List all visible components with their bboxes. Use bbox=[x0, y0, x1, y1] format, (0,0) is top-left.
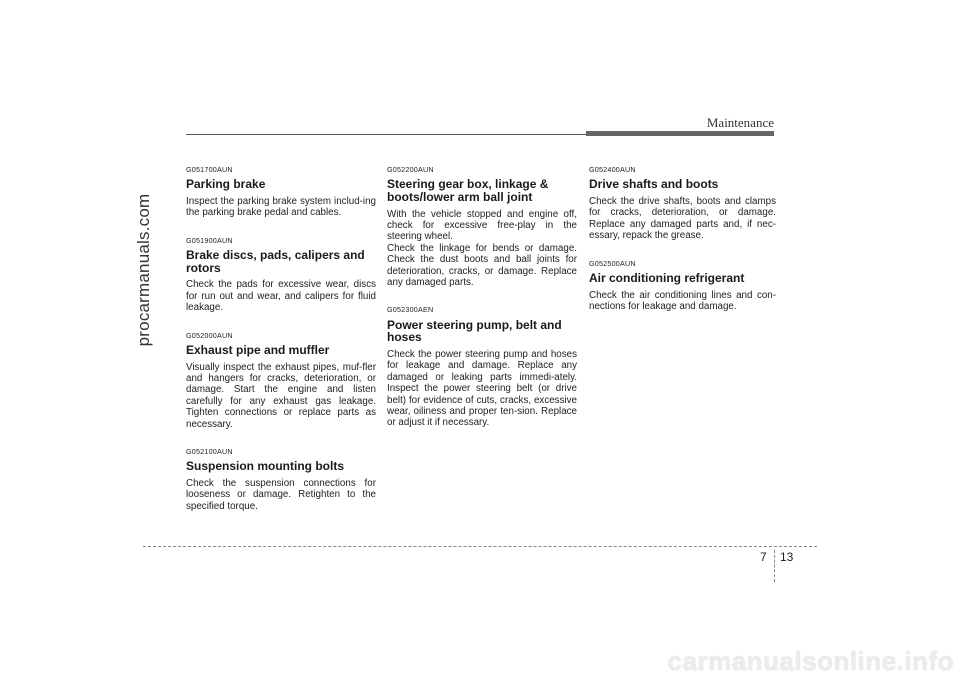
section-text: Visually inspect the exhaust pipes, muf-fler and hangers for cracks, deterioration, or damage. Start the engine and listen carefully for any exhaust gas leakage. Tighten connections or replace parts as necessary. bbox=[186, 361, 376, 430]
section-text: Check the suspension connections for looseness or damage. Retighten to the specified torque. bbox=[186, 478, 376, 512]
section-text: Check the power steering pump and hoses for leakage and damage. Replace any damaged or leaking parts immedi-ately. Inspect the power steering belt (or drive belt) for evidence of cuts, cracks, excessive wear, oiliness and proper ten-sion. Replace or adjust it if necessary. bbox=[387, 349, 577, 429]
section-heading: Brake discs, pads, calipers and rotors bbox=[186, 248, 365, 275]
section-heading: Parking brake bbox=[186, 177, 266, 192]
section-text: Check the linkage for bends or damage. Check the dust boots and ball joints for deterioration, cracks, or damage. Replace any damaged parts. bbox=[387, 242, 577, 289]
section-heading: Suspension mounting bolts bbox=[186, 459, 344, 474]
footer-divider bbox=[143, 546, 817, 547]
column-1 bbox=[186, 164, 376, 528]
section-ac-refrigerant bbox=[589, 258, 776, 313]
section-heading: Power steering pump, belt and hoses bbox=[387, 317, 562, 345]
section-brake-discs bbox=[186, 235, 376, 314]
section-heading: Drive shafts and boots bbox=[589, 177, 719, 192]
section-text: Check the drive shafts, boots and clamps for cracks, deterioration, or damage. Replace any damaged parts and, if nec-essary, repack the grease. bbox=[589, 196, 776, 242]
section-text: With the vehicle stopped and engine off, check for excessive free-play in the steering wheel. bbox=[387, 208, 577, 243]
header-rule-accent bbox=[586, 131, 774, 136]
header-rule bbox=[186, 134, 586, 135]
section-heading: Air conditioning refrigerant bbox=[589, 271, 745, 286]
side-watermark: procarmanuals.com bbox=[134, 193, 153, 347]
section-code: G051900AUN bbox=[186, 235, 233, 245]
section-code: G052100AUN bbox=[186, 447, 233, 457]
page-number: 13 bbox=[780, 550, 794, 564]
section-text: Check the air conditioning lines and con-nections for leakage and damage. bbox=[589, 289, 776, 313]
section-steering-gear bbox=[387, 164, 577, 288]
section-code: G052400AUN bbox=[589, 165, 636, 174]
section-code: G052300AEN bbox=[387, 305, 434, 315]
section-power-steering bbox=[387, 304, 577, 428]
column-2 bbox=[387, 164, 577, 445]
section-code: G052500AUN bbox=[589, 258, 636, 268]
section-heading: Steering gear box, linkage & boots/lower arm ball joint bbox=[387, 177, 549, 204]
section-text: Inspect the parking brake system includ-ing the parking brake pedal and cables. bbox=[186, 196, 376, 219]
section-code: G052200AUN bbox=[387, 165, 434, 174]
chapter-number: 7 bbox=[760, 550, 767, 564]
column-3 bbox=[589, 164, 776, 328]
section-text: Check the pads for excessive wear, discs for run out and wear, and calipers for fluid leakage. bbox=[186, 279, 376, 314]
section-code: G052000AUN bbox=[186, 330, 233, 340]
page-number-divider bbox=[774, 550, 775, 582]
bottom-watermark: carmanualsonline.info bbox=[667, 646, 954, 676]
section-suspension-bolts bbox=[186, 446, 376, 512]
section-drive-shafts bbox=[589, 164, 776, 242]
section-code: G051700AUN bbox=[186, 165, 233, 174]
section-parking-brake bbox=[186, 164, 376, 219]
section-title: Maintenance bbox=[706, 115, 774, 130]
section-exhaust-pipe bbox=[186, 330, 376, 430]
section-heading: Exhaust pipe and muffler bbox=[186, 343, 330, 358]
